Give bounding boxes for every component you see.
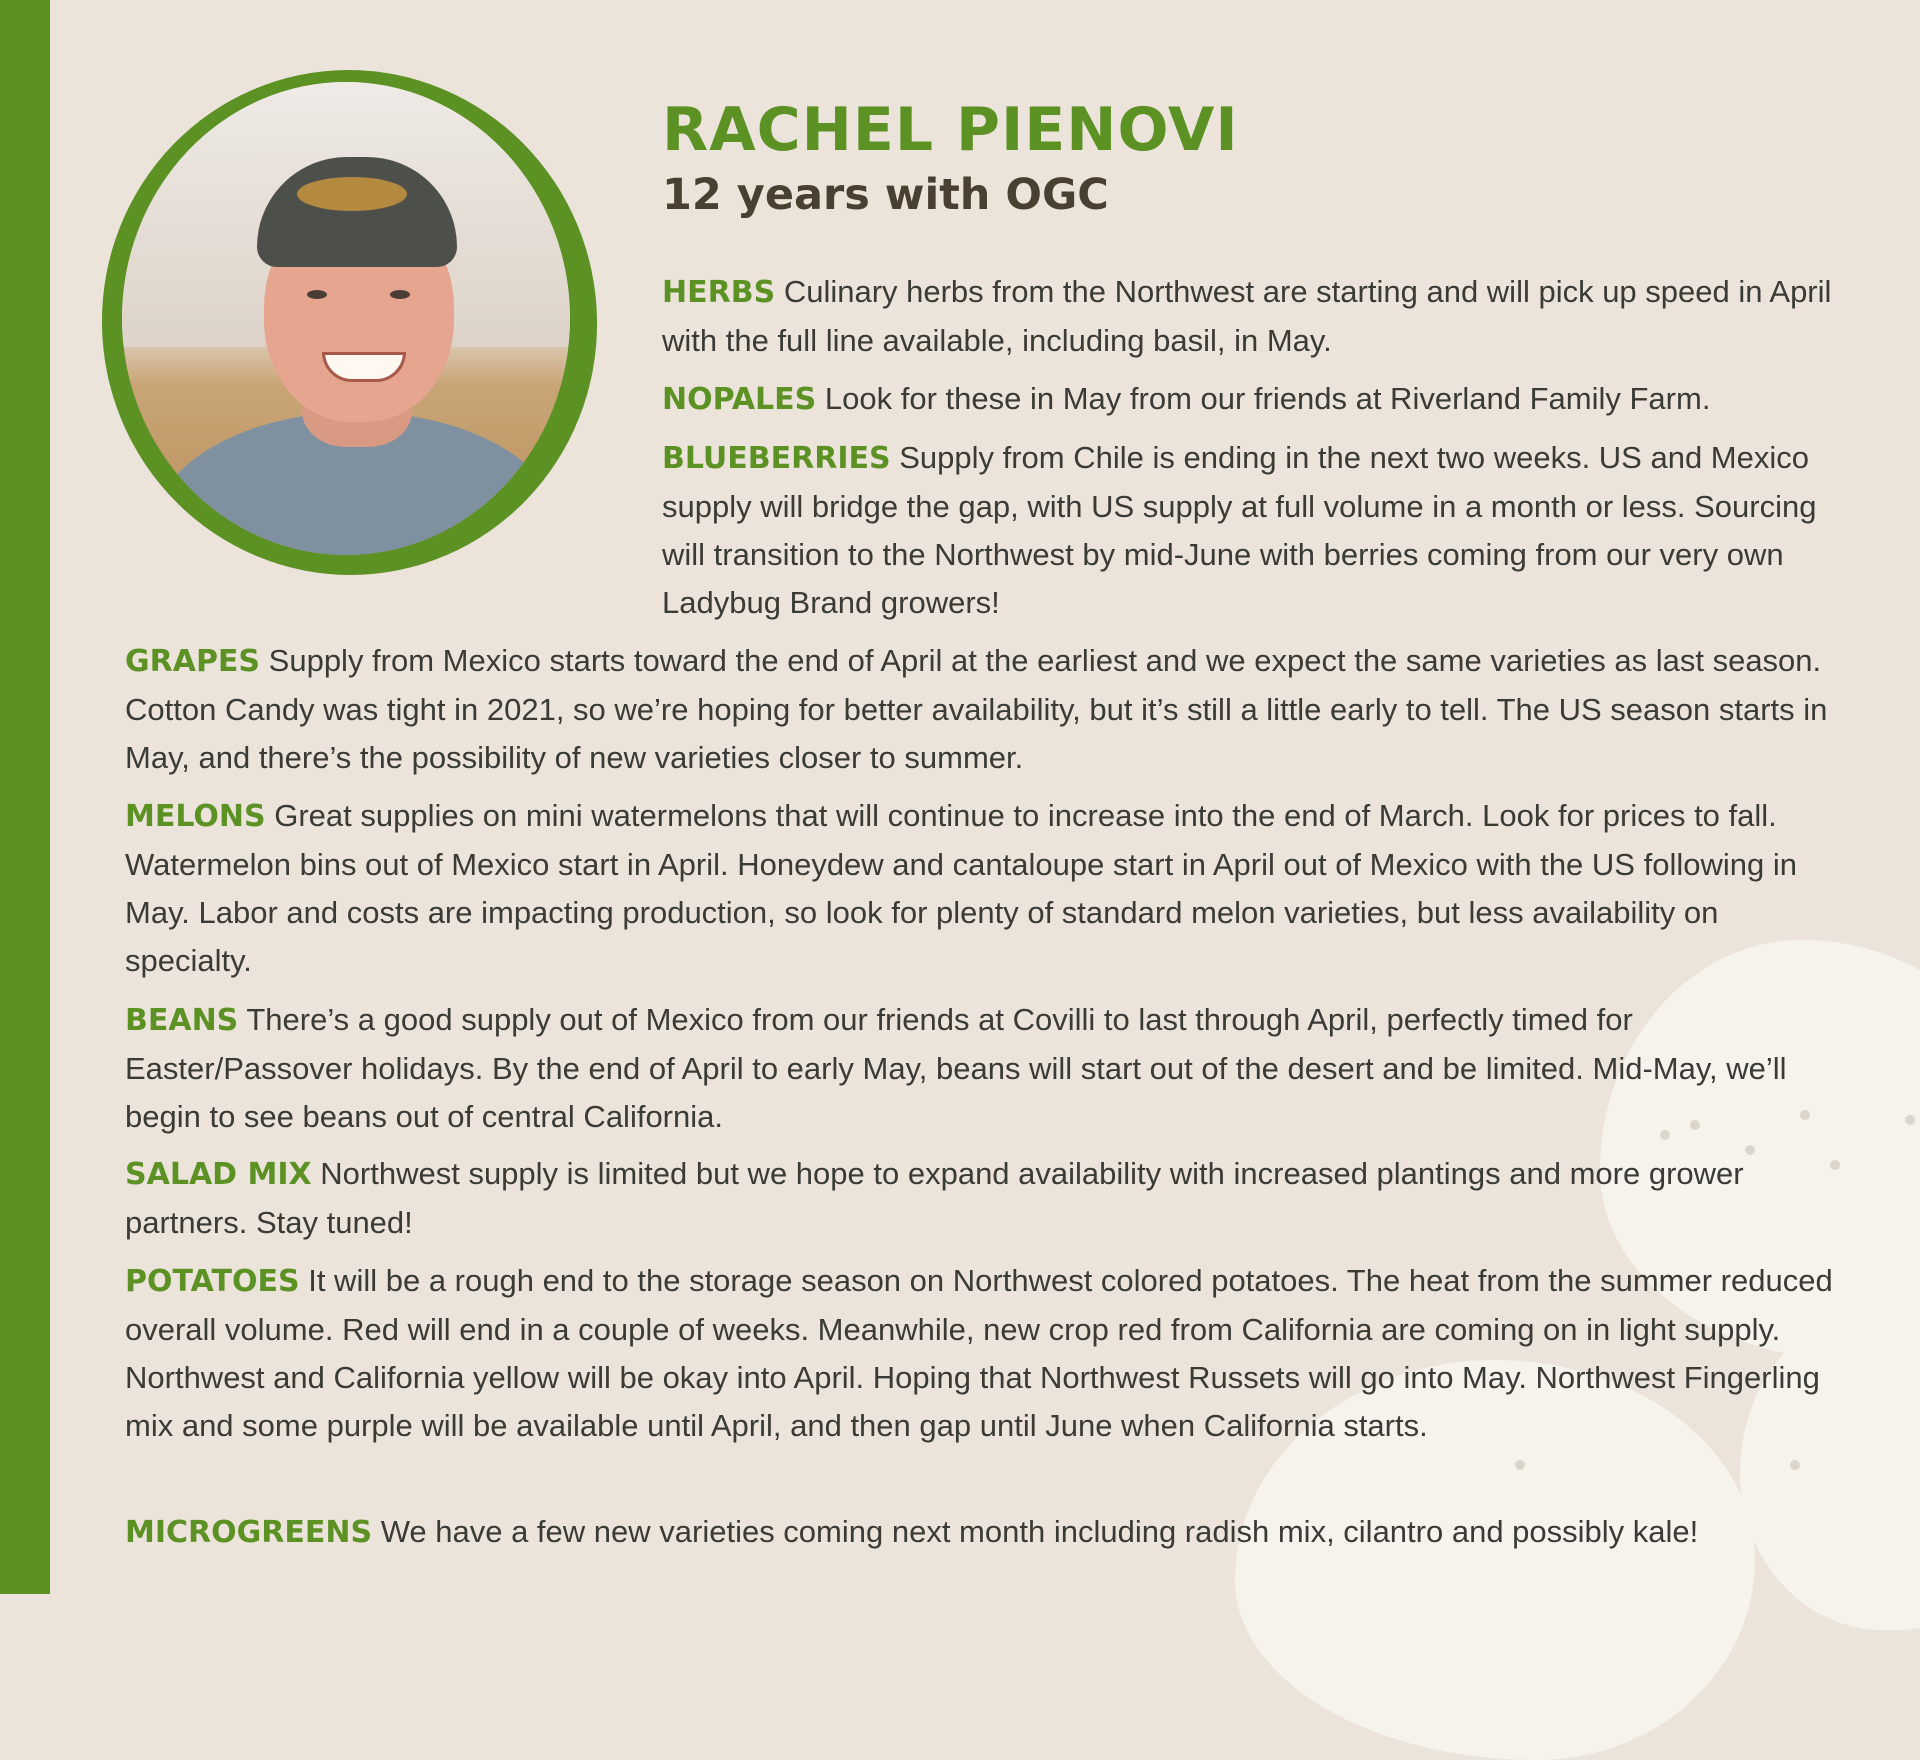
entry-text: We have a few new varieties coming next month including radish mix, cilantro and possibly kale!	[380, 1514, 1699, 1549]
entry-label: POTATOES	[125, 1264, 300, 1299]
decorative-speck	[1905, 1115, 1915, 1125]
entry-label: BEANS	[125, 1003, 239, 1038]
entry-grapes	[125, 637, 1845, 782]
entry-label: HERBS	[662, 275, 776, 310]
entry-nopales	[662, 375, 1842, 424]
profile-name: RACHEL PIENOVI	[662, 95, 1239, 165]
photo-eye	[307, 290, 327, 299]
entry-text: Look for these in May from our friends at Riverland Family Farm.	[824, 381, 1711, 416]
decorative-speck	[1790, 1460, 1800, 1470]
entry-label: NOPALES	[662, 382, 817, 417]
photo-cap-logo	[297, 177, 407, 211]
decorative-speck	[1515, 1460, 1525, 1470]
entry-label: BLUEBERRIES	[662, 441, 891, 476]
entry-label: SALAD MIX	[125, 1157, 312, 1192]
entry-text: Northwest supply is limited but we hope to expand availability with increased plantings and more grower partners. Stay tuned!	[125, 1156, 1744, 1240]
entry-label: GRAPES	[125, 644, 261, 679]
entry-salad-mix	[125, 1150, 1845, 1247]
entry-text: There’s a good supply out of Mexico from our friends at Covilli to last through April, perfectly timed for Easter/Passover holidays. By the end of April to early May, beans will start out of the desert and be limited. Mid-May, we’ll begin to see beans out of central California.	[125, 1002, 1787, 1134]
entry-potatoes	[125, 1257, 1845, 1450]
profile-subtitle: 12 years with OGC	[662, 170, 1109, 220]
left-accent-bar	[0, 0, 50, 1594]
entry-herbs	[662, 268, 1842, 365]
entry-label: MICROGREENS	[125, 1515, 373, 1550]
profile-photo	[122, 82, 570, 555]
entry-text: It will be a rough end to the storage season on Northwest colored potatoes. The heat from the summer reduced overall volume. Red will end in a couple of weeks. Meanwhile, new crop red from California are coming on in light supply. Northwest and California yellow will be okay into April. Hoping that Northwest Russets will go into May. Northwest Fingerling mix and some purple will be available until April, and then gap until June when California starts.	[125, 1263, 1833, 1443]
entry-blueberries	[662, 434, 1842, 627]
entry-label: MELONS	[125, 799, 266, 834]
entry-beans	[125, 996, 1845, 1141]
entry-text: Culinary herbs from the Northwest are starting and will pick up speed in April with the full line available, including basil, in May.	[662, 274, 1832, 358]
entry-microgreens	[125, 1508, 1845, 1557]
entry-text: Supply from Chile is ending in the next two weeks. US and Mexico supply will bridge the gap, with US supply at full volume in a month or less. Sourcing will transition to the Northwest by mid-June with berries coming from our very own Ladybug Brand growers!	[662, 440, 1817, 620]
entry-text: Great supplies on mini watermelons that will continue to increase into the end of March. Look for prices to fall. Watermelon bins out of Mexico start in April. Honeydew and cantaloupe start in April out of Mexico with the US following in May. Labor and costs are impacting production, so look for plenty of standard melon varieties, but less availability on specialty.	[125, 798, 1797, 978]
entry-melons	[125, 792, 1845, 985]
photo-eye	[390, 290, 410, 299]
entry-text: Supply from Mexico starts toward the end of April at the earliest and we expect the same varieties as last season. Cotton Candy was tight in 2021, so we’re hoping for better availability, but it’s still a little early to tell. The US season starts in May, and there’s the possibility of new varieties closer to summer.	[125, 643, 1828, 775]
